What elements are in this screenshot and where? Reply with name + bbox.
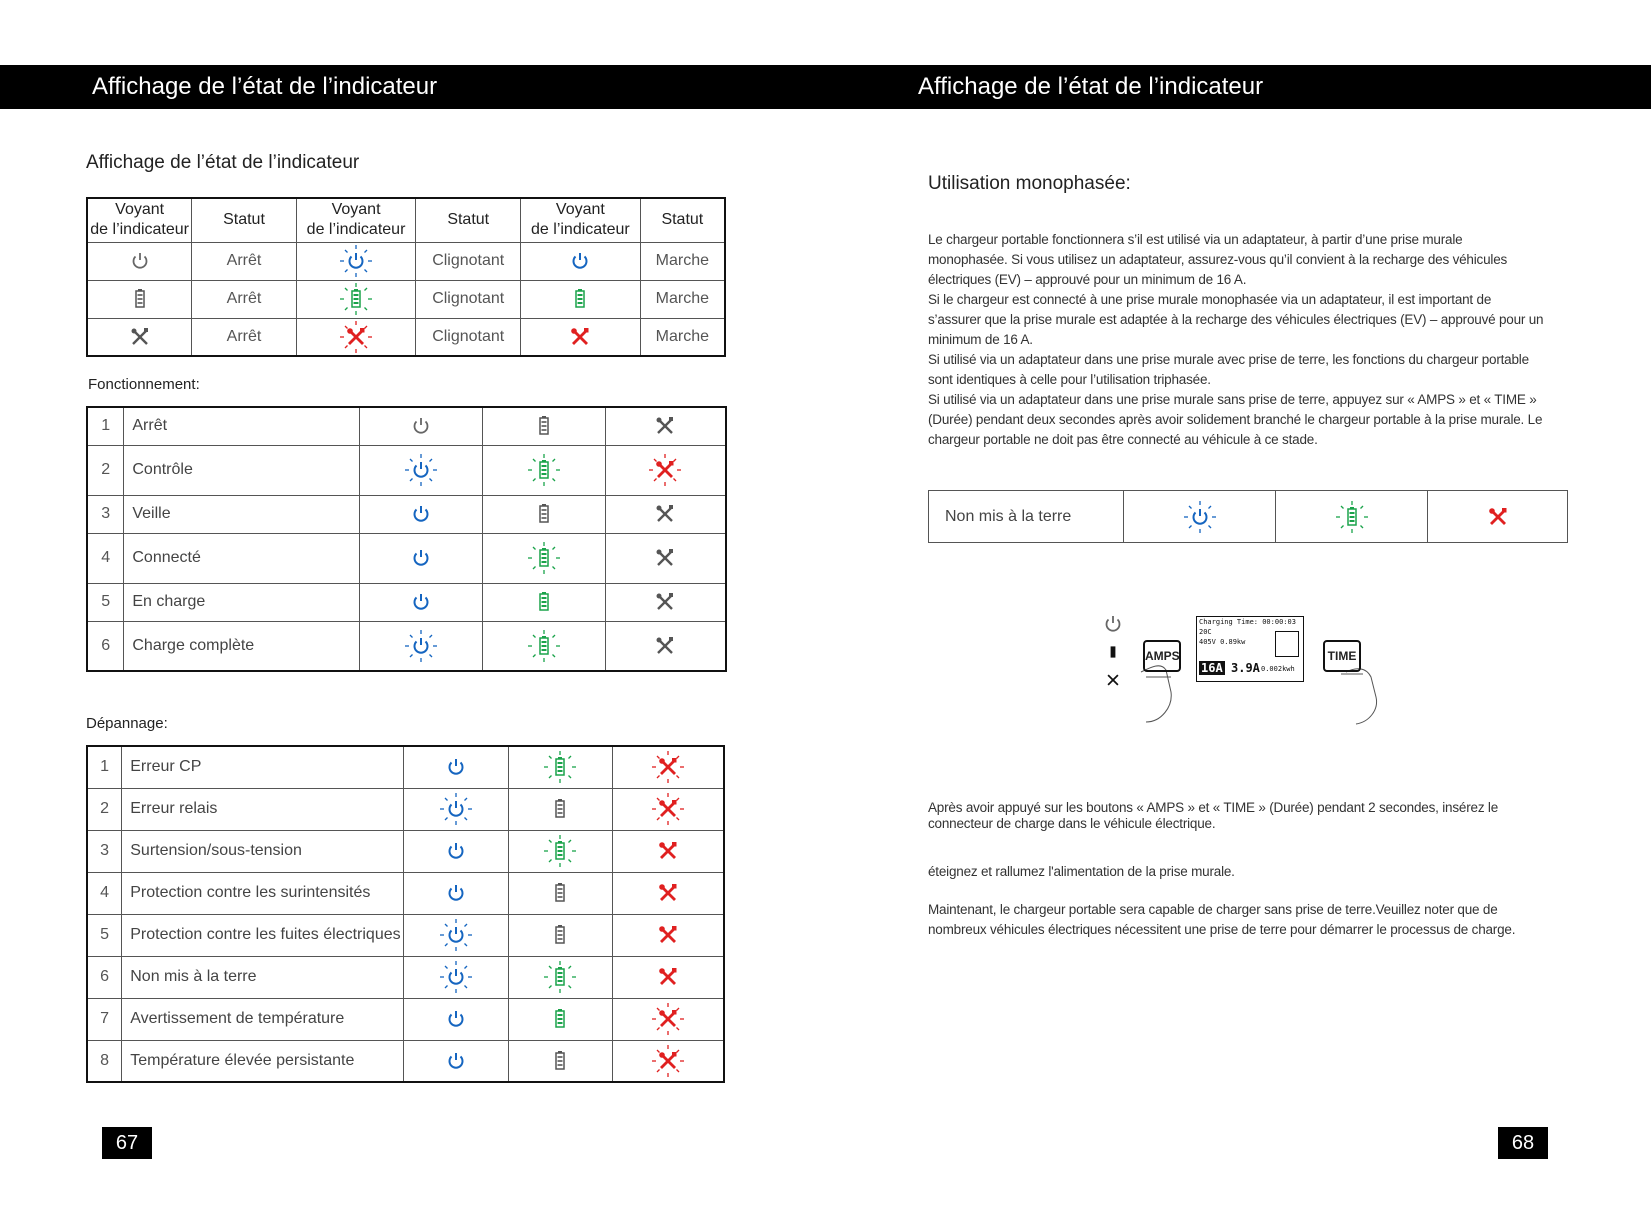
power-blink-icon bbox=[1124, 491, 1276, 543]
row-number: 2 bbox=[87, 445, 124, 495]
battery-off-icon bbox=[87, 280, 192, 318]
power-on-icon bbox=[521, 242, 641, 280]
display-amps-value: 3.9A bbox=[1231, 661, 1260, 675]
power-icon bbox=[404, 746, 508, 788]
right-page bbox=[826, 0, 1651, 1227]
status-blink: Clignotant bbox=[416, 318, 521, 356]
tool-blink-icon bbox=[613, 788, 725, 830]
display-amps: 16A bbox=[1201, 661, 1223, 675]
battery-blink-icon bbox=[508, 746, 612, 788]
row-label: Protection contre les fuites électriques bbox=[122, 914, 404, 956]
tool-icon bbox=[605, 621, 726, 671]
depannage-table bbox=[86, 745, 725, 1083]
power-blink-icon bbox=[404, 914, 508, 956]
power-off-icon bbox=[87, 242, 192, 280]
status-off: Arrêt bbox=[192, 280, 296, 318]
row-number: 2 bbox=[87, 788, 122, 830]
battery-icon bbox=[508, 872, 612, 914]
right-section-title: Utilisation monophasée: bbox=[928, 173, 1131, 194]
display-temp: 20C bbox=[1199, 628, 1212, 636]
battery-icon bbox=[482, 495, 605, 533]
power-blink-icon bbox=[359, 621, 482, 671]
row-label: Avertissement de température bbox=[122, 998, 404, 1040]
ground-table bbox=[928, 490, 1568, 543]
row-label: Veille bbox=[124, 495, 360, 533]
table-row bbox=[87, 788, 724, 830]
table-row bbox=[87, 495, 726, 533]
tool-icon bbox=[613, 956, 725, 998]
display-charging-time: Charging Time: 00:00:03 bbox=[1199, 618, 1296, 626]
charger-illustration bbox=[1101, 612, 1401, 732]
table-row bbox=[87, 621, 726, 671]
battery-blink-icon bbox=[482, 533, 605, 583]
status-off: Arrêt bbox=[192, 242, 296, 280]
tool-blink-icon bbox=[605, 445, 726, 495]
row-number: 4 bbox=[87, 533, 124, 583]
status-off: Arrêt bbox=[192, 318, 296, 356]
battery-blink-icon bbox=[508, 830, 612, 872]
table-row bbox=[87, 583, 726, 621]
battery-icon bbox=[508, 914, 612, 956]
tool-blink-icon bbox=[296, 318, 416, 356]
text-line: monophasée. Si vous utilisez un adaptateur, assurez-vous qu’il convient à la recharge des véhicules bbox=[928, 252, 1508, 267]
table-row bbox=[87, 1040, 724, 1082]
after-paragraph bbox=[928, 800, 1568, 832]
table-row bbox=[87, 407, 726, 445]
status-on: Marche bbox=[640, 280, 725, 318]
power-icon bbox=[359, 583, 482, 621]
battery-icon bbox=[508, 1040, 612, 1082]
row-label: Température élevée persistante bbox=[122, 1040, 404, 1082]
row-label: Charge complète bbox=[124, 621, 360, 671]
tool-icon bbox=[605, 495, 726, 533]
text-line: Après avoir appuyé sur les boutons « AMPS » et « TIME » (Durée) pendant 2 secondes, insérez le bbox=[928, 800, 1499, 815]
fonctionnement-table bbox=[86, 406, 727, 672]
table-row bbox=[87, 746, 724, 788]
row-number: 7 bbox=[87, 998, 122, 1040]
right-header-title: Affichage de l’état de l’indicateur bbox=[826, 65, 1651, 109]
tool-icon bbox=[613, 830, 725, 872]
tool-icon bbox=[613, 872, 725, 914]
tool-icon bbox=[605, 407, 726, 445]
row-number: 8 bbox=[87, 1040, 122, 1082]
row-label: Arrêt bbox=[124, 407, 360, 445]
charger-display bbox=[1196, 616, 1304, 682]
row-number: 1 bbox=[87, 746, 122, 788]
th-voyant-1: Voyant de l’indicateur bbox=[87, 198, 192, 242]
battery-icon bbox=[508, 998, 612, 1040]
intro-paragraph bbox=[928, 230, 1568, 450]
status-blink: Clignotant bbox=[416, 242, 521, 280]
table-row bbox=[87, 533, 726, 583]
row-number: 6 bbox=[87, 621, 124, 671]
row-number: 5 bbox=[87, 914, 122, 956]
battery-blink-icon bbox=[296, 280, 416, 318]
row-label: Non mis à la terre bbox=[122, 956, 404, 998]
table-row bbox=[87, 956, 724, 998]
table-row bbox=[87, 872, 724, 914]
left-section-title: Affichage de l’état de l’indicateur bbox=[86, 152, 360, 173]
tool-icon bbox=[605, 533, 726, 583]
status-blink: Clignotant bbox=[416, 280, 521, 318]
th-voyant-3: Voyant de l’indicateur bbox=[521, 198, 641, 242]
row-number: 3 bbox=[87, 830, 122, 872]
row-label: En charge bbox=[124, 583, 360, 621]
battery-blink-icon bbox=[482, 445, 605, 495]
tool-on-icon bbox=[1428, 491, 1568, 543]
text-line: connecteur de charge dans le véhicule électrique. bbox=[928, 816, 1216, 831]
power-icon bbox=[404, 1040, 508, 1082]
text-line: Maintenant, le chargeur portable sera capable de charger sans prise de terre.Veuillez noter que de bbox=[928, 902, 1498, 917]
tool-on-icon bbox=[521, 318, 641, 356]
text-line: chargeur portable ne doit pas être connecté au véhicule à ce stade. bbox=[928, 432, 1318, 447]
text-line: minimum de 16 A. bbox=[928, 332, 1033, 347]
text-line: sont identiques à celle pour l’utilisation triphasée. bbox=[928, 372, 1211, 387]
display-voltage: 405V 0.89kw bbox=[1199, 638, 1246, 646]
row-number: 4 bbox=[87, 872, 122, 914]
text-line: (Durée) pendant deux secondes après avoir solidement branché le chargeur portable à la prise murale. Le bbox=[928, 412, 1543, 427]
page-number-right: 68 bbox=[1498, 1127, 1548, 1159]
row-label: Protection contre les surintensités bbox=[122, 872, 404, 914]
power-icon bbox=[404, 998, 508, 1040]
th-voyant-2: Voyant de l’indicateur bbox=[296, 198, 416, 242]
th-statut-2: Statut bbox=[416, 198, 521, 242]
battery-on-icon bbox=[521, 280, 641, 318]
table-row bbox=[87, 914, 724, 956]
battery-blink-icon bbox=[1276, 491, 1428, 543]
text-line: Si utilisé via un adaptateur dans une prise murale avec prise de terre, les fonctions du chargeur portable bbox=[928, 352, 1529, 367]
tool-blink-icon bbox=[613, 998, 725, 1040]
tool-off-icon bbox=[87, 318, 192, 356]
table-row bbox=[87, 445, 726, 495]
battery-icon bbox=[482, 407, 605, 445]
row-number: 6 bbox=[87, 956, 122, 998]
status-on: Marche bbox=[640, 318, 725, 356]
fonctionnement-title: Fonctionnement: bbox=[88, 376, 200, 393]
tool-blink-icon bbox=[613, 746, 725, 788]
ground-label: Non mis à la terre bbox=[929, 491, 1124, 543]
display-energy: 0.002kwh bbox=[1261, 665, 1295, 673]
status-on: Marche bbox=[640, 242, 725, 280]
left-header-title: Affichage de l’état de l’indicateur bbox=[0, 65, 826, 109]
table-row bbox=[87, 830, 724, 872]
status-table bbox=[86, 197, 726, 357]
battery-icon bbox=[482, 583, 605, 621]
text-line: Si utilisé via un adaptateur dans une prise murale sans prise de terre, appuyez sur « AMPS » et « TIME » bbox=[928, 392, 1537, 407]
row-label: Contrôle bbox=[124, 445, 360, 495]
text-line: Si le chargeur est connecté à une prise murale monophasée via un adaptateur, il est important de bbox=[928, 292, 1492, 307]
battery-icon bbox=[508, 788, 612, 830]
power-blink-icon bbox=[296, 242, 416, 280]
battery-blink-icon bbox=[508, 956, 612, 998]
th-statut-3: Statut bbox=[640, 198, 725, 242]
text-line: électriques (EV) – approuvé pour un minimum de 16 A. bbox=[928, 272, 1247, 287]
row-label: Erreur relais bbox=[122, 788, 404, 830]
power-icon bbox=[404, 830, 508, 872]
time-button[interactable]: TIME bbox=[1323, 640, 1361, 672]
text-line: Le chargeur portable fonctionnera s’il est utilisé via un adaptateur, à partir d’une prise murale bbox=[928, 232, 1463, 247]
page-number-left: 67 bbox=[102, 1127, 152, 1159]
row-label: Surtension/sous-tension bbox=[122, 830, 404, 872]
row-number: 3 bbox=[87, 495, 124, 533]
row-label: Connecté bbox=[124, 533, 360, 583]
power-icon bbox=[359, 495, 482, 533]
final-paragraph bbox=[928, 900, 1568, 940]
battery-blink-icon bbox=[482, 621, 605, 671]
tool-icon bbox=[613, 914, 725, 956]
power-blink-icon bbox=[404, 956, 508, 998]
depannage-title: Dépannage: bbox=[86, 715, 168, 732]
power-icon bbox=[359, 407, 482, 445]
amps-button[interactable]: AMPS bbox=[1143, 640, 1181, 672]
power-cycle-line: éteignez et rallumez l'alimentation de la prise murale. bbox=[928, 864, 1235, 879]
power-blink-icon bbox=[404, 788, 508, 830]
power-blink-icon bbox=[359, 445, 482, 495]
table-row bbox=[87, 998, 724, 1040]
display-battery-icon bbox=[1275, 631, 1299, 657]
row-number: 1 bbox=[87, 407, 124, 445]
tool-icon bbox=[605, 583, 726, 621]
row-number: 5 bbox=[87, 583, 124, 621]
th-statut-1: Statut bbox=[192, 198, 296, 242]
text-line: nombreux véhicules électriques nécessitent une prise de terre pour démarrer le processus de charge. bbox=[928, 922, 1516, 937]
tool-blink-icon bbox=[613, 1040, 725, 1082]
power-icon bbox=[404, 872, 508, 914]
power-icon bbox=[359, 533, 482, 583]
row-label: Erreur CP bbox=[122, 746, 404, 788]
text-line: s’assurer que la prise murale est adaptée à la recharge des véhicules électriques (EV) – approuvé pour un bbox=[928, 312, 1544, 327]
